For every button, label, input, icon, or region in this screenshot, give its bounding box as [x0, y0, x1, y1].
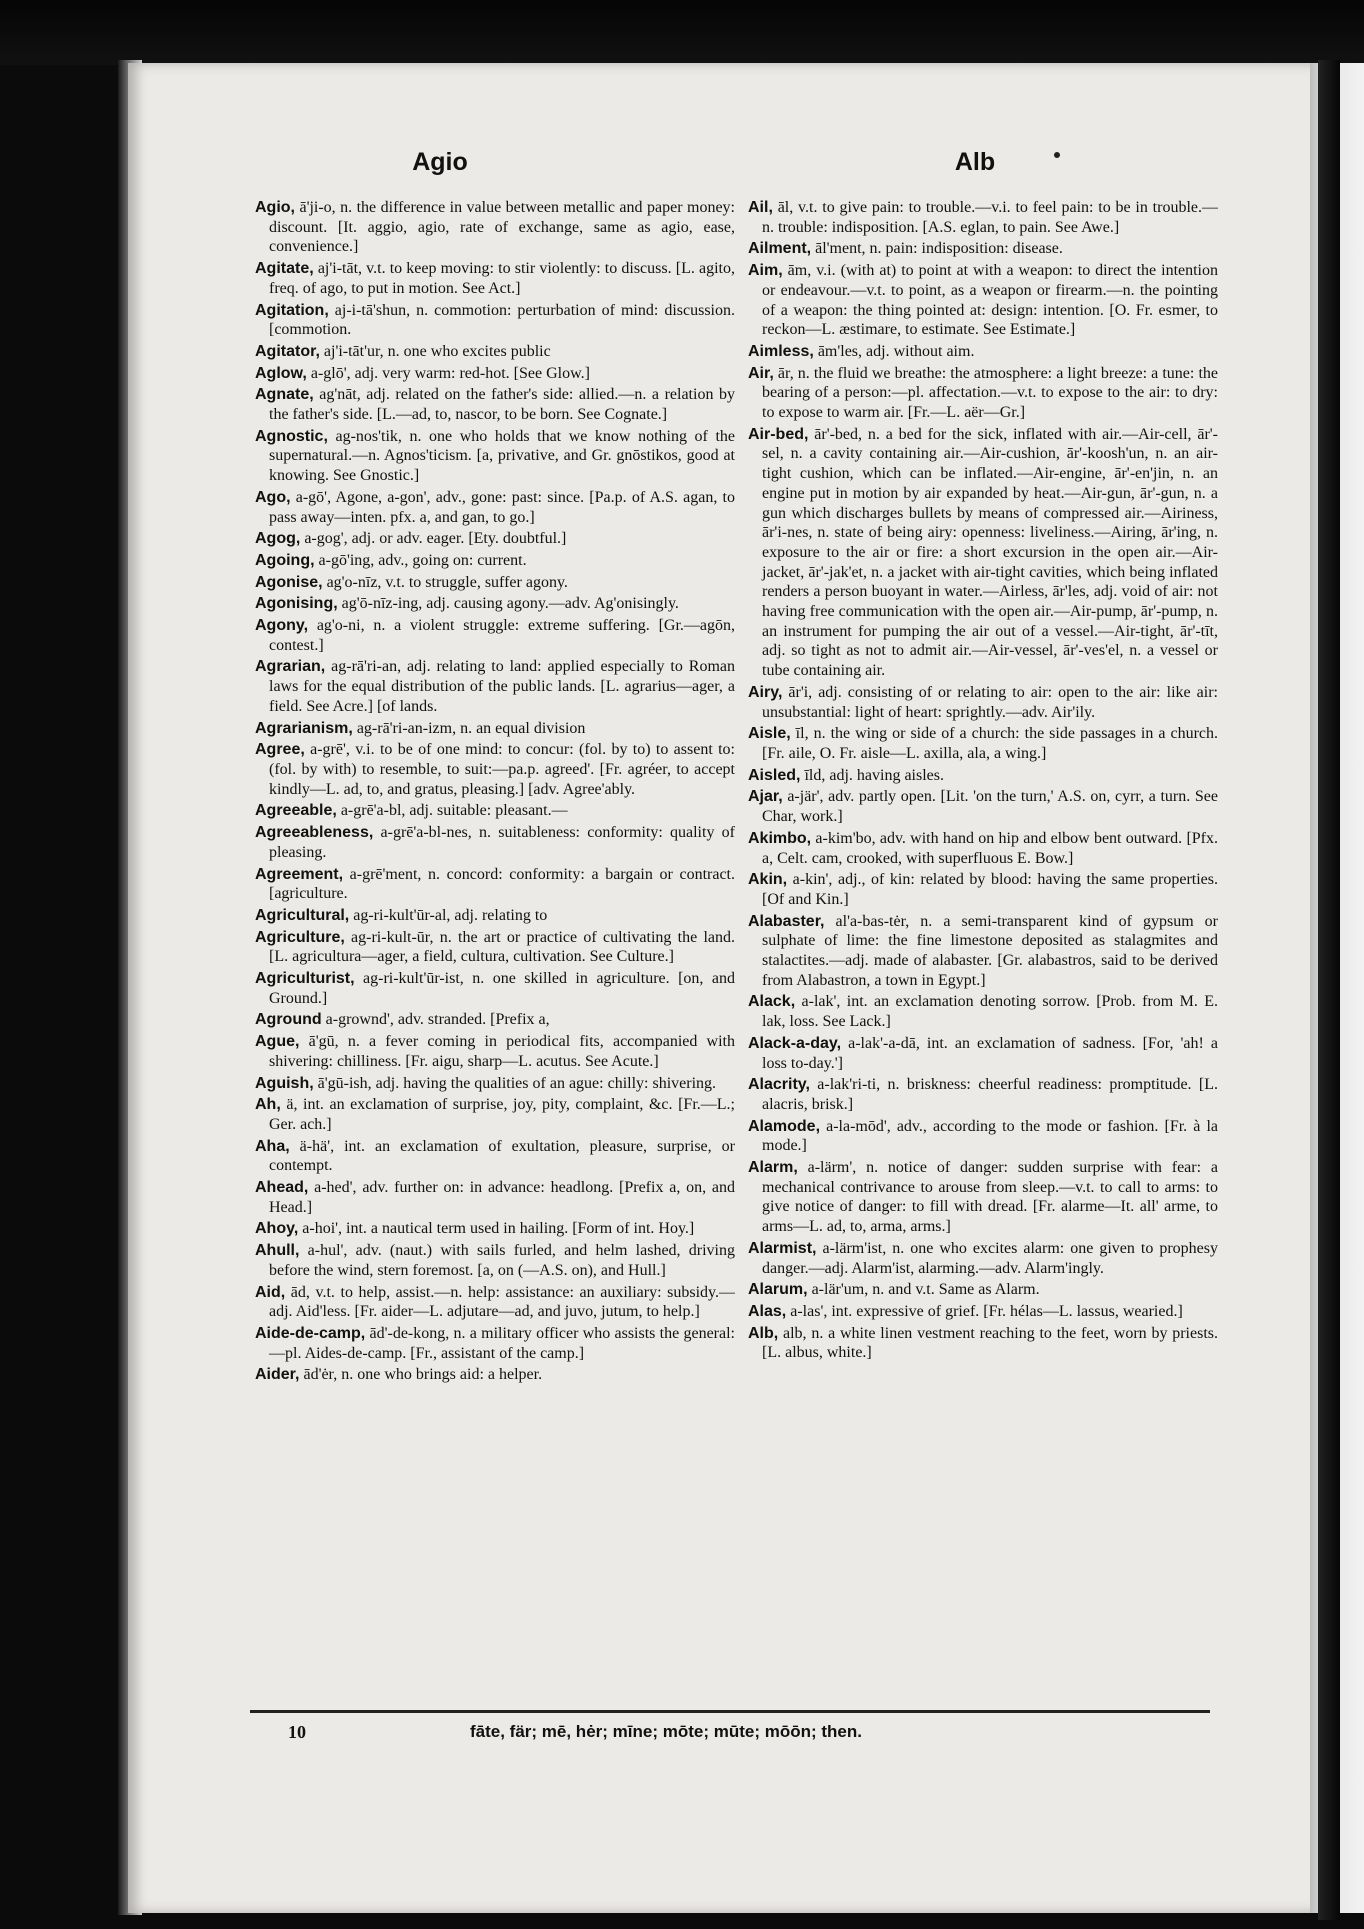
dictionary-entry [255, 969, 735, 1008]
entry-definition: alb, n. a white linen vestment reaching to the feet, worn by priests. [L. albus, white.] [762, 1324, 1218, 1362]
entry-definition: āl, v.t. to give pain: to trouble.—v.i. to feel pain: to be in trouble.—n. trouble: indisposition. [A.S. eglan, to pain. See Awe.] [762, 199, 1218, 236]
entry-headword: Ahull, [255, 1242, 300, 1260]
entry-definition: a-lärm'ist, n. one who excites alarm: one given to prophesy danger.—adj. Alarm'ist, alarming.—adv. Alarm'ingly. [762, 1239, 1218, 1277]
page-gutter-shadow [1318, 60, 1340, 1920]
dictionary-entry [748, 1302, 1218, 1322]
entry-headword: Agitate, [255, 260, 314, 278]
dictionary-entry [255, 1032, 735, 1071]
entry-definition: a-kim'bo, adv. with hand on hip and elbow bent outward. [Pfx. a, Celt. cam, crooked, with superfluous E. Bow.] [762, 829, 1218, 867]
pronunciation-key: fāte, fär; mē, hėr; mīne; mōte; mūte; mōōn; then. [470, 1722, 862, 1741]
entry-headword: Ajar, [748, 788, 783, 806]
entry-headword: Agrarianism, [255, 719, 353, 737]
entry-headword: Agonising, [255, 595, 338, 613]
entry-headword: Agonise, [255, 573, 323, 591]
left-column [255, 198, 735, 1688]
entry-definition: a-gō'ing, adv., going on: current. [314, 551, 527, 569]
entry-definition: a-lärm', n. notice of danger: sudden surprise with fear: a mechanical contrivance to arouse from sleep.—v.t. to call to arms: to give notice of danger: to fill with dread. [Fr. alarme—It. all' arme, to arms—L. ad, to, arma, arms.] [762, 1159, 1218, 1236]
dictionary-entry [255, 719, 735, 739]
entry-definition: ām, v.i. (with at) to point at with a weapon: to direct the intention or endeavour.—v.t. to point, as a weapon or firearm.—n. the pointing of a weapon: the thing pointed at: design: intention. [O. Fr. esmer, to reckon—L. æstimare, to estimate. See Estimate.] [762, 262, 1218, 339]
entry-headword: Agony, [255, 617, 309, 635]
dictionary-entry [255, 1283, 735, 1322]
entry-definition: a-lak', int. an exclamation denoting sorrow. [Prob. from M. E. lak, loss. See Lack.] [762, 993, 1218, 1031]
entry-definition: īld, adj. having aisles. [800, 766, 944, 784]
entry-definition: ād, v.t. to help, assist.—n. help: assistance: an auxiliary: subsidy.—adj. Aid'less. [Fr. aider—L. adjutare—ad, and juvo, jutum, to help.] [269, 1283, 735, 1321]
dictionary-entry [748, 1034, 1218, 1073]
dictionary-entry [255, 551, 735, 571]
entry-definition: ā'ji-o, n. the difference in value between metallic and paper money: discount. [It. aggio, agio, rate of exchange, same as agio, ease, convenience.] [269, 199, 735, 256]
entry-headword: Ahoy, [255, 1220, 299, 1238]
page-number: 10 [288, 1722, 306, 1742]
dictionary-entry [255, 488, 735, 527]
entry-headword: Agio, [255, 199, 295, 216]
entry-headword: Agree, [255, 741, 305, 759]
entry-definition: a-hoi', int. a nautical term used in hailing. [Form of int. Hoy.] [298, 1220, 695, 1238]
entry-definition: ag'o-ni, n. a violent struggle: extreme suffering. [Gr.—agōn, contest.] [269, 617, 735, 654]
dictionary-entry [748, 1324, 1218, 1363]
entry-headword: Alack-a-day, [748, 1034, 842, 1052]
entry-definition: ä, int. an exclamation of surprise, joy, pity, complaint, &c. [Fr.—L.; Ger. ach.] [269, 1096, 735, 1133]
entry-definition: a-las', int. expressive of grief. [Fr. hélas—L. lassus, wearied.] [786, 1302, 1183, 1320]
dictionary-entry [748, 683, 1218, 722]
entry-headword: Ago, [255, 488, 291, 506]
entry-definition: al'a-bas-tėr, n. a semi-transparent kind of gypsum or sulphate of lime: the fine limestone deposited as stalagmites and stalactites.—adj. made of alabaster. [Gr. alabastros, said to be derived from Alabastron, a town in Egypt.] [762, 912, 1218, 989]
dictionary-entry [255, 740, 735, 799]
dictionary-entry [255, 301, 735, 340]
dictionary-entry [748, 1075, 1218, 1114]
entry-definition: a-grē'a-bl-nes, n. suitableness: conformity: quality of pleasing. [269, 824, 735, 861]
dictionary-entry [748, 342, 1218, 362]
entry-definition: ād'ėr, n. one who brings aid: a helper. [299, 1366, 543, 1384]
entry-definition: a-kin', adj., of kin: related by blood: having the same properties. [Of and Kin.] [762, 871, 1218, 908]
entry-headword: Ague, [255, 1033, 300, 1051]
dictionary-entry [255, 1324, 735, 1363]
entry-definition: a-glō', adj. very warm: red-hot. [See Glow.] [306, 364, 590, 382]
entry-definition: ād'-de-kong, n. a military officer who assists the general:—pl. Aides-de-camp. [Fr., assistant of the camp.] [269, 1324, 735, 1362]
dictionary-entry [748, 364, 1218, 423]
entry-headword: Aider, [255, 1366, 300, 1384]
dictionary-entry [748, 992, 1218, 1031]
dictionary-entry [255, 616, 735, 655]
entry-headword: Alarm, [748, 1159, 798, 1177]
dictionary-entry [255, 865, 735, 904]
entry-definition: ār, n. the fluid we breathe: the atmosphere: a light breeze: a tune: the bearing of a person:—pl. affectation.—v.t. to expose to the air: to dry: to expose to warm air. [Fr.—L. aër—Gr.] [762, 364, 1218, 422]
entry-headword: Aglow, [255, 364, 307, 382]
entry-definition: ā'gū-ish, adj. having the qualities of an ague: chilly: shivering. [313, 1074, 717, 1092]
entry-definition: a-grē'a-bl, adj. suitable: pleasant.— [336, 802, 568, 820]
entry-headword: Aguish, [255, 1074, 314, 1092]
entry-definition: ār'-bed, n. a bed for the sick, inflated with air.—Air-cell, ār'-sel, n. a cavity containing air.—Air-cushion, ār'-koosh'un, n. an air-tight cushion, which can be inflated.—Air-engine, ār'-en'jin, n. an engine put in motion by air expanded by heat.—Air-gun, ār'-gun, n. a gun which discharges bullets by means of compressed air.—Airiness, ār'i-nes, n. state of being airy: openness: liveliness.—Airing, ār'ing, n. exposure to the air or fire: a short excursion in the open air.—Air-jacket, ār'-jak'et, n. a jacket with air-tight cavities, which being inflated renders a person buoyant in water.—Airless, ār'les, adj. void of air: not having free communication with the open air.—Air-pump, ār'-pump, n. an instrument for pumping the air out of a vessel.—Air-tight, ār'-tīt, adj. so tight as not to admit air.—Air-vessel, ār'-ves'el, n. a vessel or tube containing air. [762, 425, 1218, 680]
entry-headword: Agreement, [255, 865, 344, 883]
dictionary-entry [748, 724, 1218, 763]
dictionary-entry [255, 1241, 735, 1280]
dictionary-entry [748, 912, 1218, 991]
dictionary-entry [255, 573, 735, 593]
dictionary-entry [255, 928, 735, 967]
entry-definition: ag-ri-kult'ūr-ist, n. one skilled in agriculture. [on, and Ground.] [269, 970, 735, 1007]
entry-headword: Akin, [748, 871, 788, 889]
entry-headword: Alack, [748, 993, 796, 1011]
entry-headword: Aha, [255, 1137, 290, 1155]
dictionary-entry [748, 239, 1218, 259]
entry-definition: ag-nos'tik, n. one who holds that we know nothing of the supernatural.—n. Agnos'ticism. [a, privative, and Gr. gnōstikos, good at knowing. See Gnostic.] [269, 427, 735, 485]
dictionary-entry [255, 1137, 735, 1176]
entry-definition: ag-ri-kult'ūr-al, adj. relating to [349, 906, 548, 924]
entry-headword: Aim, [748, 262, 783, 280]
entry-headword: Alacrity, [748, 1076, 810, 1094]
dictionary-entry [255, 1219, 735, 1239]
dictionary-entry [255, 1095, 735, 1134]
dictionary-entry [255, 594, 735, 614]
entry-headword: Agreeableness, [255, 824, 374, 842]
entry-headword: Airy, [748, 683, 783, 701]
entry-definition: ā'gū, n. a fever coming in periodical fits, accompanied with shivering: chilliness. [Fr. aigu, sharp—L. acutus. See Acute.] [269, 1033, 735, 1070]
entry-headword: Ah, [255, 1096, 281, 1114]
entry-definition: ag-ri-kult-ūr, n. the art or practice of cultivating the land. [L. agricultura—ager, a field, cultura, cultivation. See Culture.] [269, 928, 735, 966]
entry-definition: aj'i-tāt, v.t. to keep moving: to stir violently: to discuss. [L. agito, freq. of ago, to put in motion. See Act.] [269, 260, 735, 297]
dictionary-entry [748, 425, 1218, 681]
entry-headword: Aground [255, 1011, 322, 1029]
dictionary-entry [748, 1158, 1218, 1237]
dictionary-entry [748, 1280, 1218, 1300]
entry-headword: Agriculture, [255, 928, 345, 946]
entry-headword: Air, [748, 364, 774, 382]
entry-definition: ä-hä', int. an exclamation of exultation, pleasure, surprise, or contempt. [269, 1137, 735, 1175]
entry-definition: a-grē'ment, n. concord: conformity: a bargain or contract. [agriculture. [269, 865, 735, 903]
entry-headword: Ail, [748, 199, 773, 216]
dictionary-entry [748, 1239, 1218, 1278]
right-column [748, 198, 1218, 1688]
entry-headword: Agreeable, [255, 802, 337, 820]
entry-headword: Agricultural, [255, 906, 350, 924]
dictionary-entry [255, 1178, 735, 1217]
entry-definition: a-hed', adv. further on: in advance: headlong. [Prefix a, on, and Head.] [269, 1179, 735, 1216]
entry-definition: a-gog', adj. or adv. eager. [Ety. doubtful.] [300, 530, 567, 548]
entry-definition: āl'ment, n. pain: indisposition: disease. [811, 240, 1063, 258]
dictionary-entry [255, 427, 735, 486]
entry-headword: Air-bed, [748, 425, 809, 443]
print-speck [1054, 152, 1060, 158]
dictionary-entry [255, 823, 735, 862]
dictionary-entry [748, 198, 1218, 237]
dictionary-entry [255, 198, 735, 257]
entry-headword: Agitation, [255, 301, 329, 319]
entry-headword: Alas, [748, 1302, 787, 1320]
entry-headword: Alamode, [748, 1117, 821, 1135]
entry-headword: Agrarian, [255, 658, 326, 676]
dictionary-entry [748, 1117, 1218, 1156]
entry-definition: a-la-mōd', adv., according to the mode or fashion. [Fr. à la mode.] [762, 1117, 1218, 1155]
running-head-left: Agio [412, 148, 468, 176]
entry-definition: a-grownd', adv. stranded. [Prefix a, [321, 1011, 550, 1029]
entry-headword: Aisle, [748, 725, 791, 743]
entry-headword: Aisled, [748, 766, 801, 784]
running-head-right: Alb [954, 148, 996, 176]
entry-definition: ag'ō-nīz-ing, adj. causing agony.—adv. Ag'onisingly. [337, 595, 679, 613]
entry-definition: ār'i, adj. consisting of or relating to air: open to the air: like air: unsubstantial: light of heart: sprightly.—adv. Air'ily. [762, 683, 1218, 721]
dictionary-entry [255, 342, 735, 362]
dictionary-entry [748, 870, 1218, 909]
scan-top-margin [0, 0, 1364, 65]
entry-headword: Ahead, [255, 1179, 309, 1197]
entry-definition: a-lak'-a-dā, int. an exclamation of sadness. [For, 'ah! a loss to-day.'] [762, 1034, 1218, 1072]
entry-definition: a-gō', Agone, a-gon', adv., gone: past: since. [Pa.p. of A.S. agan, to pass away—inten. pfx. a, and gan, to go.] [269, 488, 735, 526]
dictionary-entry [748, 787, 1218, 826]
dictionary-entry [255, 801, 735, 821]
dictionary-entry [255, 906, 735, 926]
dictionary-entry [255, 1074, 735, 1094]
entry-headword: Alarmist, [748, 1239, 817, 1257]
entry-headword: Alarum, [748, 1281, 808, 1299]
entry-definition: a-lär'um, n. and v.t. Same as Alarm. [807, 1281, 1040, 1299]
entry-headword: Agitator, [255, 342, 320, 360]
entry-definition: ām'les, adj. without aim. [813, 342, 975, 360]
entry-headword: Agnate, [255, 386, 314, 404]
entry-definition: a-jär', adv. partly open. [Lit. 'on the turn,' A.S. on, cyrr, a turn. See Char, work.] [762, 788, 1218, 826]
dictionary-entry [748, 261, 1218, 340]
entry-headword: Alb, [748, 1324, 779, 1342]
dictionary-entry [255, 529, 735, 549]
entry-headword: Aid, [255, 1283, 286, 1301]
entry-headword: Aide-de-camp, [255, 1324, 366, 1342]
entry-headword: Agriculturist, [255, 970, 355, 988]
entry-headword: Agog, [255, 530, 301, 548]
entry-headword: Ailment, [748, 240, 812, 258]
entry-definition: aj-i-tā'shun, n. commotion: perturbation of mind: discussion. [commotion. [269, 301, 735, 339]
entry-definition: a-lak'ri-ti, n. briskness: cheerful readiness: promptitude. [L. alacris, brisk.] [762, 1076, 1218, 1113]
entry-definition: ag-rā'ri-an-izm, n. an equal division [352, 719, 586, 737]
entry-headword: Aimless, [748, 342, 814, 360]
entry-headword: Akimbo, [748, 829, 812, 847]
entry-definition: a-grē', v.i. to be of one mind: to concur: (fol. by to) to assent to: (fol. by with) to resemble, to suit:—pa.p. agreed'. [Fr. agréer, to accept kindly—L. ad, to, and gratus, pleasing.] [adv. Agree'ably. [269, 741, 735, 798]
entry-definition: aj'i-tāt'ur, n. one who excites public [319, 342, 551, 360]
dictionary-entry [255, 259, 735, 298]
dictionary-entry [255, 1365, 735, 1385]
dictionary-entry [748, 829, 1218, 868]
dictionary-entry [255, 385, 735, 424]
footer-rule [250, 1710, 1210, 1713]
entry-definition: īl, n. the wing or side of a church: the side passages in a church. [Fr. aile, O. Fr. aisle—L. axilla, ala, a wing.] [762, 725, 1218, 762]
dictionary-entry [255, 364, 735, 384]
dictionary-entry [255, 657, 735, 716]
dictionary-entry [255, 1010, 735, 1030]
entry-definition: a-hul', adv. (naut.) with sails furled, and helm lashed, driving before the wind, stern foremost. [a, on (—A.S. on), and Hull.] [269, 1242, 735, 1279]
entry-definition: ag'o-nīz, v.t. to struggle, suffer agony. [322, 573, 568, 591]
entry-definition: ag-rā'ri-an, adj. relating to land: applied especially to Roman laws for the equal distribution of the public lands. [L. agrarius—ager, a field. See Acre.] [of lands. [269, 658, 735, 715]
entry-headword: Agoing, [255, 551, 315, 569]
entry-headword: Agnostic, [255, 427, 328, 445]
entry-headword: Alabaster, [748, 912, 825, 930]
entry-definition: ag'nāt, adj. related on the father's side: allied.—n. a relation by the father's side. [L.—ad, to, nascor, to be born. See Cognate.] [269, 386, 735, 424]
dictionary-entry [748, 766, 1218, 786]
